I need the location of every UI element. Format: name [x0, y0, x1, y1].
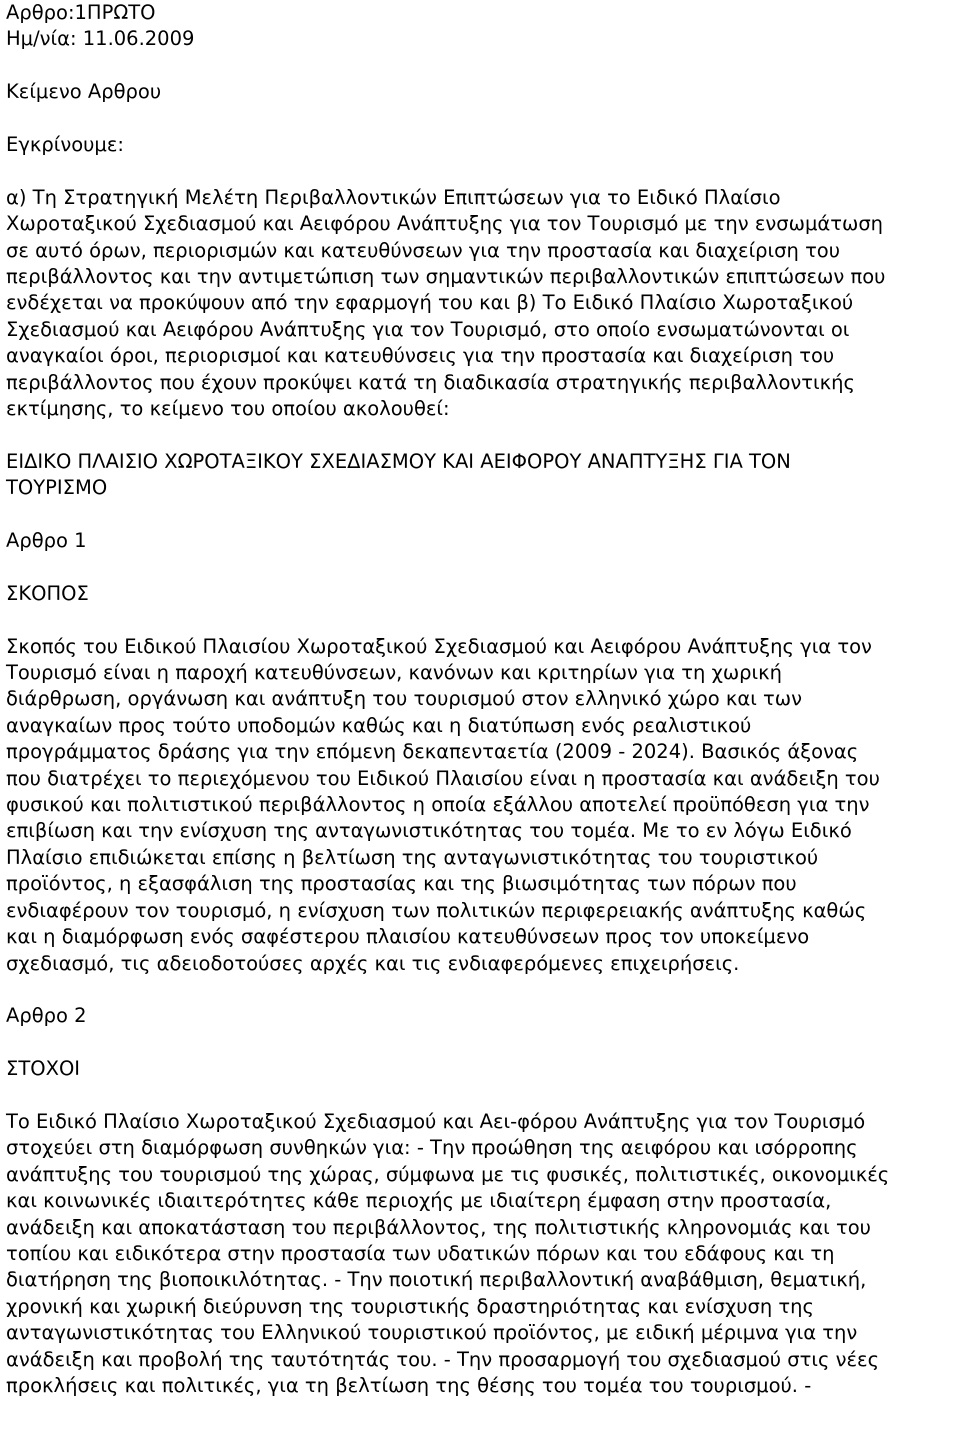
approve-label: Εγκρίνουμε:: [6, 133, 124, 156]
article-number-line: Αρθρο:1ΠΡΩΤΟ: [6, 1, 156, 24]
article2-line: ανάδειξη και αποκατάσταση του περιβάλλοντος, της πολιτιστικής κληρονομιάς και του: [6, 1215, 871, 1239]
article2-line: στοχεύει στη διαμόρφωση συνθηκών για: - Την προώθηση της αειφόρου και ισόρροπης: [6, 1136, 858, 1160]
article2-line: και κοινωνικές ιδιαιτερότητες κάθε περιοχής με ιδιαίτερη έμφαση στην προστασία,: [6, 1189, 832, 1213]
framework-title: [6, 449, 960, 502]
article1-line: επιβίωση και την ενίσχυση της ανταγωνιστικότητας του τομέα. Με το εν λόγω Ειδικό: [6, 819, 852, 843]
article1-line: προϊόντος, η εξασφάλιση της προστασίας και της βιωσιμότητας των πόρων που: [6, 872, 797, 896]
intro-line: εκτίμησης, το κείμενο του οποίου ακολουθεί:: [6, 397, 450, 421]
article1-line: που διατρέχει το περιεχόμενου του Ειδικού Πλαισίου είναι η προστασία και ανάδειξη του: [6, 766, 880, 790]
spacer: [6, 977, 960, 1003]
spacer: [6, 607, 960, 633]
article2-line: προκλήσεις και πολιτικές, για τη βελτίωση της θέσης του τομέα του τουρισμού. -: [6, 1373, 812, 1397]
article2-line: ανάδειξη και προβολή της ταυτότητάς του. - Την προσαρμογή του σχεδιασμού στις νέες: [6, 1347, 880, 1371]
intro-line: περιβάλλοντος και την αντιμετώπιση των σημαντικών περιβαλλοντικών επιπτώσεων που: [6, 265, 886, 289]
intro-line: α) Τη Στρατηγική Μελέτη Περιβαλλοντικών Επιπτώσεων για το Ειδικό Πλαίσιο: [6, 185, 781, 209]
article1-line: αναγκαίων προς τούτο υποδομών καθώς και η διατύπωση ενός ρεαλιστικού: [6, 713, 752, 737]
spacer: [6, 106, 960, 132]
intro-line: σε αυτό όρων, περιορισμών και κατευθύνσεων για την προστασία και διαχείριση του: [6, 238, 841, 262]
spacer: [6, 1083, 960, 1109]
spacer: [6, 53, 960, 79]
intro-line: Χωροταξικού Σχεδιασμού και Αειφόρου Ανάπτυξης για τον Τουρισμό με την ενσωμάτωση: [6, 212, 884, 236]
article2-heading: Αρθρο 2: [6, 1004, 87, 1028]
article2-line: ανταγωνιστικότητας του Ελληνικού τουριστικού προϊόντος, με ειδική μέριμνα για την: [6, 1321, 858, 1345]
article-text-heading: Κείμενο Αρθρου: [6, 80, 162, 104]
article1-line: Πλαίσιο επιδιώκεται επίσης η βελτίωση της ανταγωνιστικότητας του τουριστικού: [6, 845, 819, 869]
article1-line: Τουρισμό είναι η παροχή κατευθύνσεων, κανόνων και κριτηρίων για τη χωρική: [6, 661, 782, 685]
date-line: Ημ/νία: 11.06.2009: [6, 27, 195, 51]
spacer: [6, 554, 960, 580]
intro-line: Σχεδιασμού και Αειφόρου Ανάπτυξης για τον Τουρισμό, στο οποίο ενσωματώνονται οι: [6, 317, 850, 341]
article1-line: προγράμματος δράσης για την επόμενη δεκαπενταετία (2009 - 2024). Βασικός άξονας: [6, 740, 859, 764]
framework-title-line: ΕΙΔΙΚΟ ΠΛΑΙΣΙΟ ΧΩΡΟΤΑΞΙΚΟΥ ΣΧΕΔΙΑΣΜΟΥ ΚΑΙ ΑΕΙΦΟΡΟΥ ΑΝΑΠΤΥΞΗΣ ΓΙΑ ΤΟΝ: [6, 449, 791, 473]
intro-paragraph: [6, 185, 960, 423]
spacer: [6, 422, 960, 448]
article2-line: Το Ειδικό Πλαίσιο Χωροταξικού Σχεδιασμού και Αει-φόρου Ανάπτυξης για τον Τουρισμό: [6, 1109, 866, 1133]
intro-line: ενδέχεται να προκύψουν από την εφαρμογή του και β) Το Ειδικό Πλαίσιο Χωροταξικού: [6, 291, 854, 315]
intro-line: περιβάλλοντος που έχουν προκύψει κατά τη διαδικασία στρατηγικής περιβαλλοντικής: [6, 370, 855, 394]
article1-line: φυσικού και πολιτιστικού περιβάλλοντος η οποία εξάλλου αποτελεί προϋπόθεση για την: [6, 793, 870, 817]
article1-paragraph: [6, 634, 960, 977]
article2-paragraph: [6, 1109, 960, 1399]
framework-title-line: ΤΟΥΡΙΣΜΟ: [6, 476, 108, 500]
article1-title: ΣΚΟΠΟΣ: [6, 581, 89, 605]
spacer: [6, 502, 960, 528]
article2-line: τοπίου και ειδικότερα στην προστασία των υδατικών πόρων και του εδάφους και τη: [6, 1241, 835, 1265]
article1-line: Σκοπός του Ειδικού Πλαισίου Χωροταξικού Σχεδιασμού και Αειφόρου Ανάπτυξης για τον: [6, 634, 872, 658]
article2-line: χρονική και χωρική διεύρυνση της τουριστικής δραστηριότητας και ενίσχυση της: [6, 1294, 814, 1318]
article1-line: ενδιαφέρουν τον τουρισμό, η ενίσχυση των πολιτικών περιφερειακής ανάπτυξης καθώς: [6, 898, 867, 922]
intro-line: αναγκαίοι όροι, περιορισμοί και κατευθύνσεις για την προστασία και διαχείριση του: [6, 344, 835, 368]
article2-title: ΣΤΟΧΟΙ: [6, 1057, 81, 1081]
article1-line: και η διαμόρφωση ενός σαφέστερου πλαισίου κατευθύνσεων προς τον υποκείμενο: [6, 925, 810, 949]
spacer: [6, 158, 960, 184]
article1-heading: Αρθρο 1: [6, 529, 87, 553]
article2-line: διατήρηση της βιοποικιλότητας. - Την ποιοτική περιβαλλοντική αναβάθμιση, θεματική,: [6, 1268, 867, 1292]
spacer: [6, 1030, 960, 1056]
article1-line: σχεδιασμό, τις αδειοδοτούσες αρχές και τις ενδιαφερόμενες επιχειρήσεις.: [6, 951, 740, 975]
article1-line: διάρθρωση, οργάνωση και ανάπτυξη του τουρισμού στον ελληνικό χώρο και των: [6, 687, 802, 711]
article2-line: ανάπτυξης του τουρισμού της χώρας, σύμφωνα με τις φυσικές, πολιτιστικές, οικονομικές: [6, 1162, 890, 1186]
